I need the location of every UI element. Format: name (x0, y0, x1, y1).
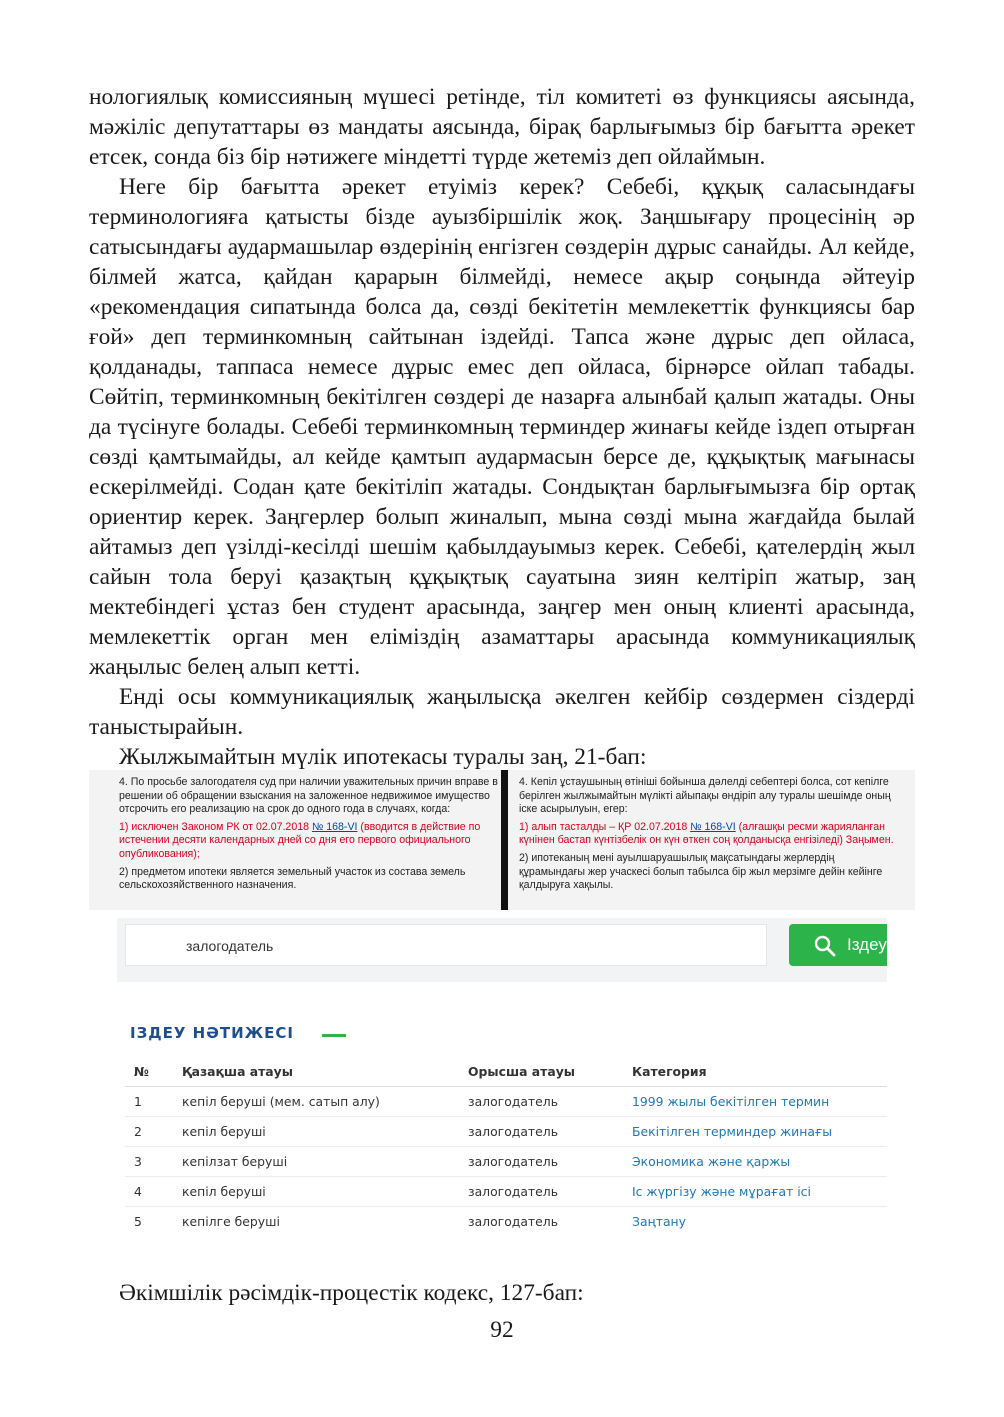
law-text-kazakh (519, 776, 903, 897)
russian-term: залогодатель (468, 1117, 632, 1147)
law-ru-item-2: 2) предметом ипотеки является земельный участок из состава земель сельскохозяйственного назначения. (119, 865, 466, 892)
law-ru-link[interactable]: № 168-VI (311, 820, 358, 833)
results-table (125, 1056, 887, 1236)
law-excerpt-screenshot (89, 770, 915, 910)
search-button[interactable] (789, 924, 887, 966)
kazakh-term: кепілзат беруші (182, 1147, 468, 1177)
table-row (125, 1177, 887, 1207)
column-header-kazakh: Қазақша атауы (182, 1056, 468, 1087)
russian-term: залогодатель (468, 1214, 558, 1229)
russian-term: залогодатель (468, 1147, 632, 1177)
search-bar (117, 918, 887, 982)
category-link[interactable]: Бекітілген терминдер жинағы (632, 1124, 833, 1139)
kazakh-term: кепіл беруші (182, 1117, 468, 1147)
category-link[interactable]: 1999 жылы бекітілген термин (632, 1094, 830, 1109)
column-header-category: Категория (632, 1056, 887, 1087)
kazakh-term: кепіл беруші (182, 1177, 468, 1207)
column-header-russian: Орысша атауы (468, 1056, 632, 1087)
search-button-label: Іздеу (847, 935, 887, 954)
russian-term: залогодатель (468, 1087, 632, 1117)
row-number: 1 (125, 1087, 182, 1117)
paragraph: Енді осы коммуникациялық жаңылысқа әкелген кейбір сөздермен сіздерді таныстырайын. (89, 684, 915, 740)
column-header-number: № (125, 1056, 182, 1087)
table-header-row (125, 1056, 887, 1087)
law-kz-clause-4: 4. Кепіл ұстаушының өтініші бойынша дәлелді себептері болса, сот кепілге берілген жылжымайтын мүлікті айыпақы өндіріп алу туралы шешімде оның іске асырылуын, егер: (519, 776, 891, 816)
table-row (125, 1087, 887, 1117)
article-body (89, 82, 915, 772)
row-number: 5 (134, 1214, 142, 1229)
results-title: ІЗДЕУ НӘТИЖЕСІ (130, 1024, 294, 1042)
search-icon (813, 934, 837, 958)
law-caption: Жылжымайтын мүлік ипотекасы туралы заң, 21-бап: (119, 744, 647, 770)
title-accent-line (322, 1034, 346, 1037)
table-row (125, 1207, 887, 1237)
law-text-russian (119, 776, 503, 897)
kazakh-term: кепіл беруші (мем. сатып алу) (182, 1087, 468, 1117)
search-input[interactable]: залогодатель (125, 924, 767, 966)
page-number: 92 (490, 1317, 514, 1343)
kazakh-term: кепілге беруші (182, 1214, 280, 1229)
row-number: 2 (125, 1117, 182, 1147)
law-kz-item-2: 2) ипотеканың мені ауылшаруашылық мақсатындағы жерлердің құрамындағы жер учаскесі болып табылса бір жыл мерзімге дейін кейінге қалдыруға хақылы. (519, 851, 883, 892)
law-ru-clause-4: 4. По просьбе залогодателя суд при наличии уважительных причин вправе в решении об обращении взыскания на заложенное недвижимое имущество отсрочить его реализацию на срок до одного года в случаях, когда: (119, 776, 498, 816)
table-row (125, 1147, 887, 1177)
category-link[interactable]: Іс жүргізу және мұрағат ісі (632, 1184, 811, 1199)
law-kz-item-1: 1) алып тасталды – ҚР 02.07.2018 № 168-VI (алғашқы ресми жарияланған күнінен бастап күнтізбелік он күн өткен соң қолданысқа енгізіледі) Заңымен. (519, 820, 894, 847)
column-divider (501, 770, 508, 910)
law-kz-link[interactable]: № 168-VI (690, 820, 736, 833)
code-caption: Әкімшілік рәсімдік-процестік кодекс, 127-бап: (119, 1280, 584, 1306)
category-link[interactable]: Заңтану (632, 1214, 686, 1229)
table-row (125, 1117, 887, 1147)
law-ru-item-1: 1) исключен Законом РК от 02.07.2018 № 168-VI (вводится в действие по истечении десяти календарных дней со дня его первого официального опубликования); (119, 820, 481, 860)
row-number: 4 (125, 1177, 182, 1207)
row-number: 3 (125, 1147, 182, 1177)
category-link[interactable]: Экономика және қаржы (632, 1154, 791, 1169)
russian-term: залогодатель (468, 1177, 632, 1207)
paragraph: нологиялық комиссияның мүшесі ретінде, тіл комитеті өз функциясы аясында, мәжіліс депутаттары өз мандаты аясында, бірақ барлығымыз бір бағытта әрекет етсек, сонда біз бір нәтижеге міндетті түрде жетеміз деп ойлаймын. (89, 84, 915, 170)
paragraph: Неге бір бағытта әрекет етуіміз керек? Себебі, құқық саласындағы терминологияға қатысты бізде ауызбіршілік жоқ. Заңшығару процесінің әр сатысындағы аудармашылар өздерінің енгізген сөздерін дұрыс санайды. Ал кейде, білмей жатса, қайдан қарарын білмейді, немесе ақыр соңында әйтеуір «рекомендация сипатында болса да, сөзді бекітетін мемлекеттік функциясы бар ғой» деп терминкомның сайтынан іздейді. Тапса және дұрыс деп ойласа, қолданады, таппаса немесе дұрыс емес деп ойласа, бірнәрсе ойлап табады. Сөйтіп, терминкомның бекітілген сөздері де назарға алынбай қалып жатады. Оны да түсінуге болады. Себебі терминкомның терминдер жинағы кейде іздеп отырған сөзді қамтымайды, ал кейде қамтып аудармасын берсе де, құқықтық мағынасы ескерілмейді. Содан қате бекітіліп жатады. Сондықтан барлығымызға бір ортақ ориентир керек. Заңгерлер болып жиналып, мына сөзді мына жағдайда былай айтамыз деп үзілді-кесілді шешім қабылдауымыз керек. Себебі, қателердің жыл сайын тола беруі қазақтың құқықтық сауатына зиян келтіріп жатыр, заң мектебіндегі ұстаз бен студент арасында, заңгер мен оның клиенті арасында, мемлекеттік орган мен еліміздің азаматтары арасында коммуникациялық жаңылыс белең алып кетті. (89, 174, 915, 680)
